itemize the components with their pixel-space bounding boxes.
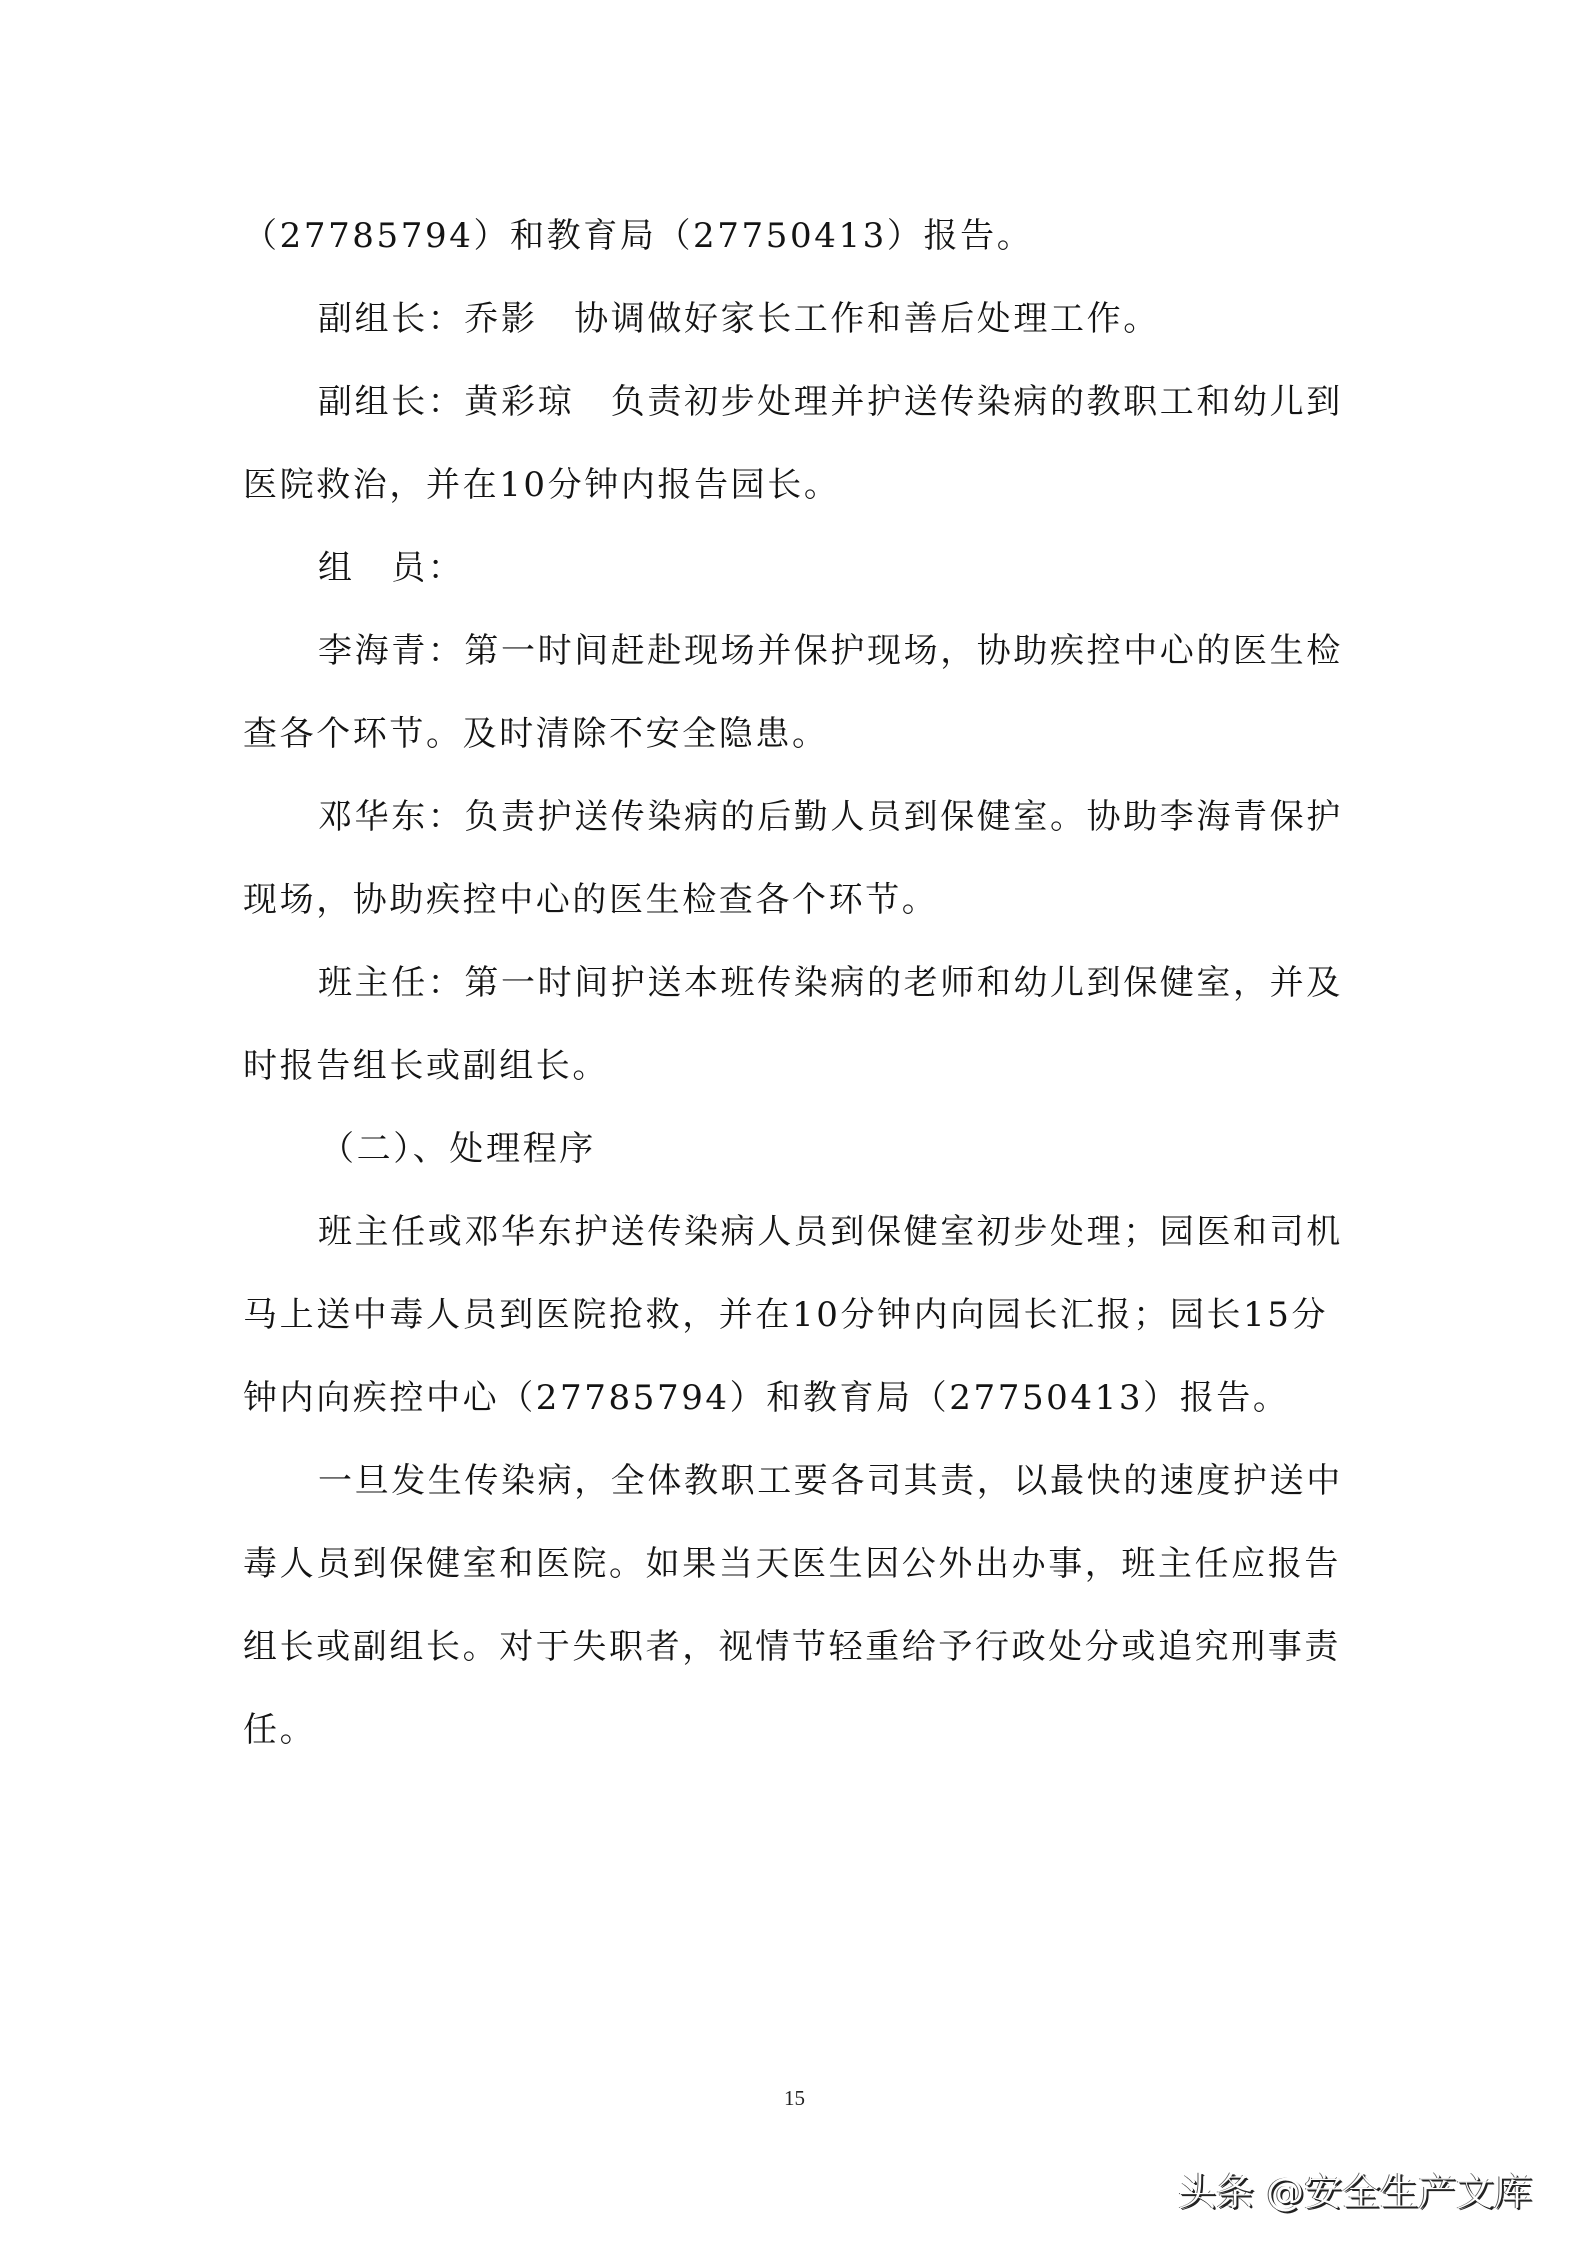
text-line-17: 毒人员到保健室和医院。如果当天医生因公外出办事，班主任应报告 [243,1544,1341,1584]
text-line-2: 副组长：乔影 协调做好家长工作和善后处理工作。 [318,299,1160,339]
text-line-8: 邓华东：负责护送传染病的后勤人员到保健室。协助李海青保护 [318,797,1343,837]
text-line-1: （27785794）和教育局（27750413）报告。 [243,216,1034,256]
text-line-4: 医院救治，并在10分钟内报告园长。 [243,465,841,505]
text-line-14: 马上送中毒人员到医院抢救，并在10分钟内向园长汇报；园长15分 [243,1295,1329,1335]
text-line-11: 时报告组长或副组长。 [243,1046,609,1086]
text-line-9: 现场，协助疾控中心的医生检查各个环节。 [243,880,939,920]
watermark: 头条 @安全生产文库 [1178,2170,1533,2214]
text-line-6: 李海青：第一时间赶赴现场并保护现场，协助疾控中心的医生检 [318,631,1343,671]
text-line-13: 班主任或邓华东护送传染病人员到保健室初步处理；园医和司机 [318,1212,1343,1252]
text-line-19: 任。 [243,1710,317,1750]
text-line-15: 钟内向疾控中心（27785794）和教育局（27750413）报告。 [243,1378,1290,1418]
text-line-18: 组长或副组长。对于失职者，视情节轻重给予行政处分或追究刑事责 [243,1627,1341,1667]
text-line-7: 查各个环节。及时清除不安全隐患。 [243,714,829,754]
page-number: 15 [784,2086,805,2110]
section-heading: （二）、处理程序 [320,1129,596,1169]
text-line-3: 副组长：黄彩琼 负责初步处理并护送传染病的教职工和幼儿到 [318,382,1343,422]
text-line-10: 班主任：第一时间护送本班传染病的老师和幼儿到保健室，并及 [318,963,1343,1003]
text-line-16: 一旦发生传染病，全体教职工要各司其责，以最快的速度护送中 [318,1461,1343,1501]
text-line-5: 组 员： [318,548,465,588]
